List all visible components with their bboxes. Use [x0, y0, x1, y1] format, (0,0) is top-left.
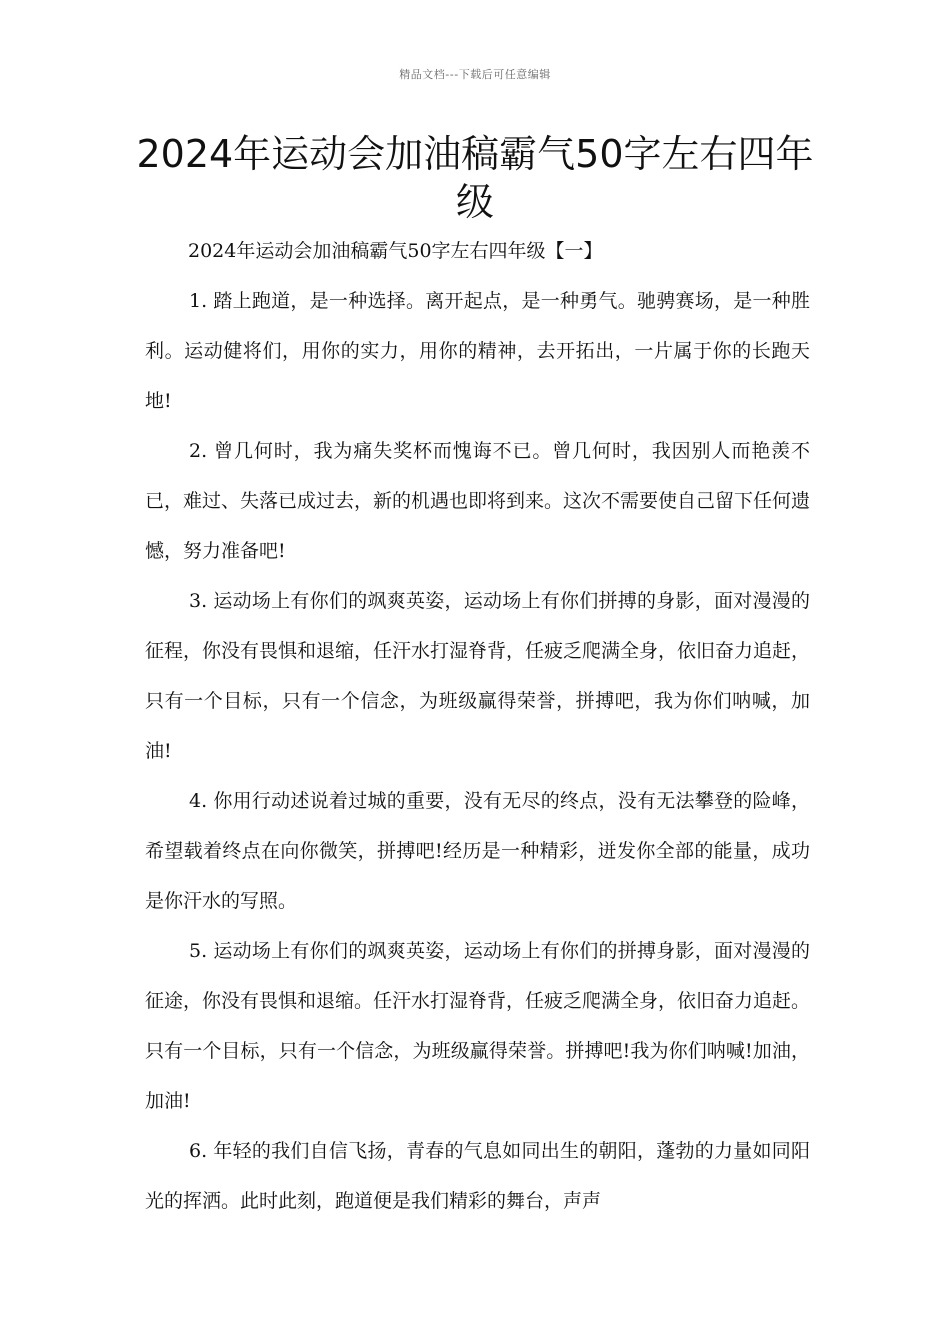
document-title: 2024年运动会加油稿霸气50字左右四年级 — [136, 132, 814, 224]
paragraph-6: 6. 年轻的我们自信飞扬，青春的气息如同出生的朝阳，蓬勃的力量如同阳光的挥洒。此时此刻，跑道便是我们精彩的舞台，声声 — [145, 1140, 810, 1212]
paragraph-5: 5. 运动场上有你们的飒爽英姿，运动场上有你们的拼搏身影，面对漫漫的征途，你没有畏惧和退缩。任汗水打湿脊背，任疲乏爬满全身，依旧奋力追赶。只有一个目标，只有一个信念，为班级赢得荣誉。拼搏吧!我为你们呐喊!加油，加油! — [145, 940, 811, 1112]
section-heading: 2024年运动会加油稿霸气50字左右四年级【一】 — [188, 240, 603, 262]
paragraph-2: 2. 曾几何时，我为痛失奖杯而愧诲不已。曾几何时，我因别人而艳羡不已，难过、失落已成过去，新的机遇也即将到来。这次不需要使自己留下任何遗憾，努力准备吧! — [145, 440, 811, 562]
paragraph-3: 3. 运动场上有你们的飒爽英姿，运动场上有你们拼搏的身影，面对漫漫的征程，你没有畏惧和退缩，任汗水打湿脊背，任疲乏爬满全身，依旧奋力追赶，只有一个目标，只有一个信念，为班级赢得荣誉，拼搏吧，我为你们呐喊，加油! — [145, 590, 811, 762]
page-header: 精品文档---下载后可任意编辑 — [399, 68, 551, 81]
paragraph-1: 1. 踏上跑道，是一种选择。离开起点，是一种勇气。驰骋赛场，是一种胜利。运动健将们，用你的实力，用你的精神，去开拓出，一片属于你的长跑天地! — [145, 290, 810, 412]
paragraph-4: 4. 你用行动述说着过城的重要，没有无尽的终点，没有无法攀登的险峰，希望载着终点在向你微笑，拼搏吧!经历是一种精彩，迸发你全部的能量，成功是你汗水的写照。 — [145, 790, 810, 912]
